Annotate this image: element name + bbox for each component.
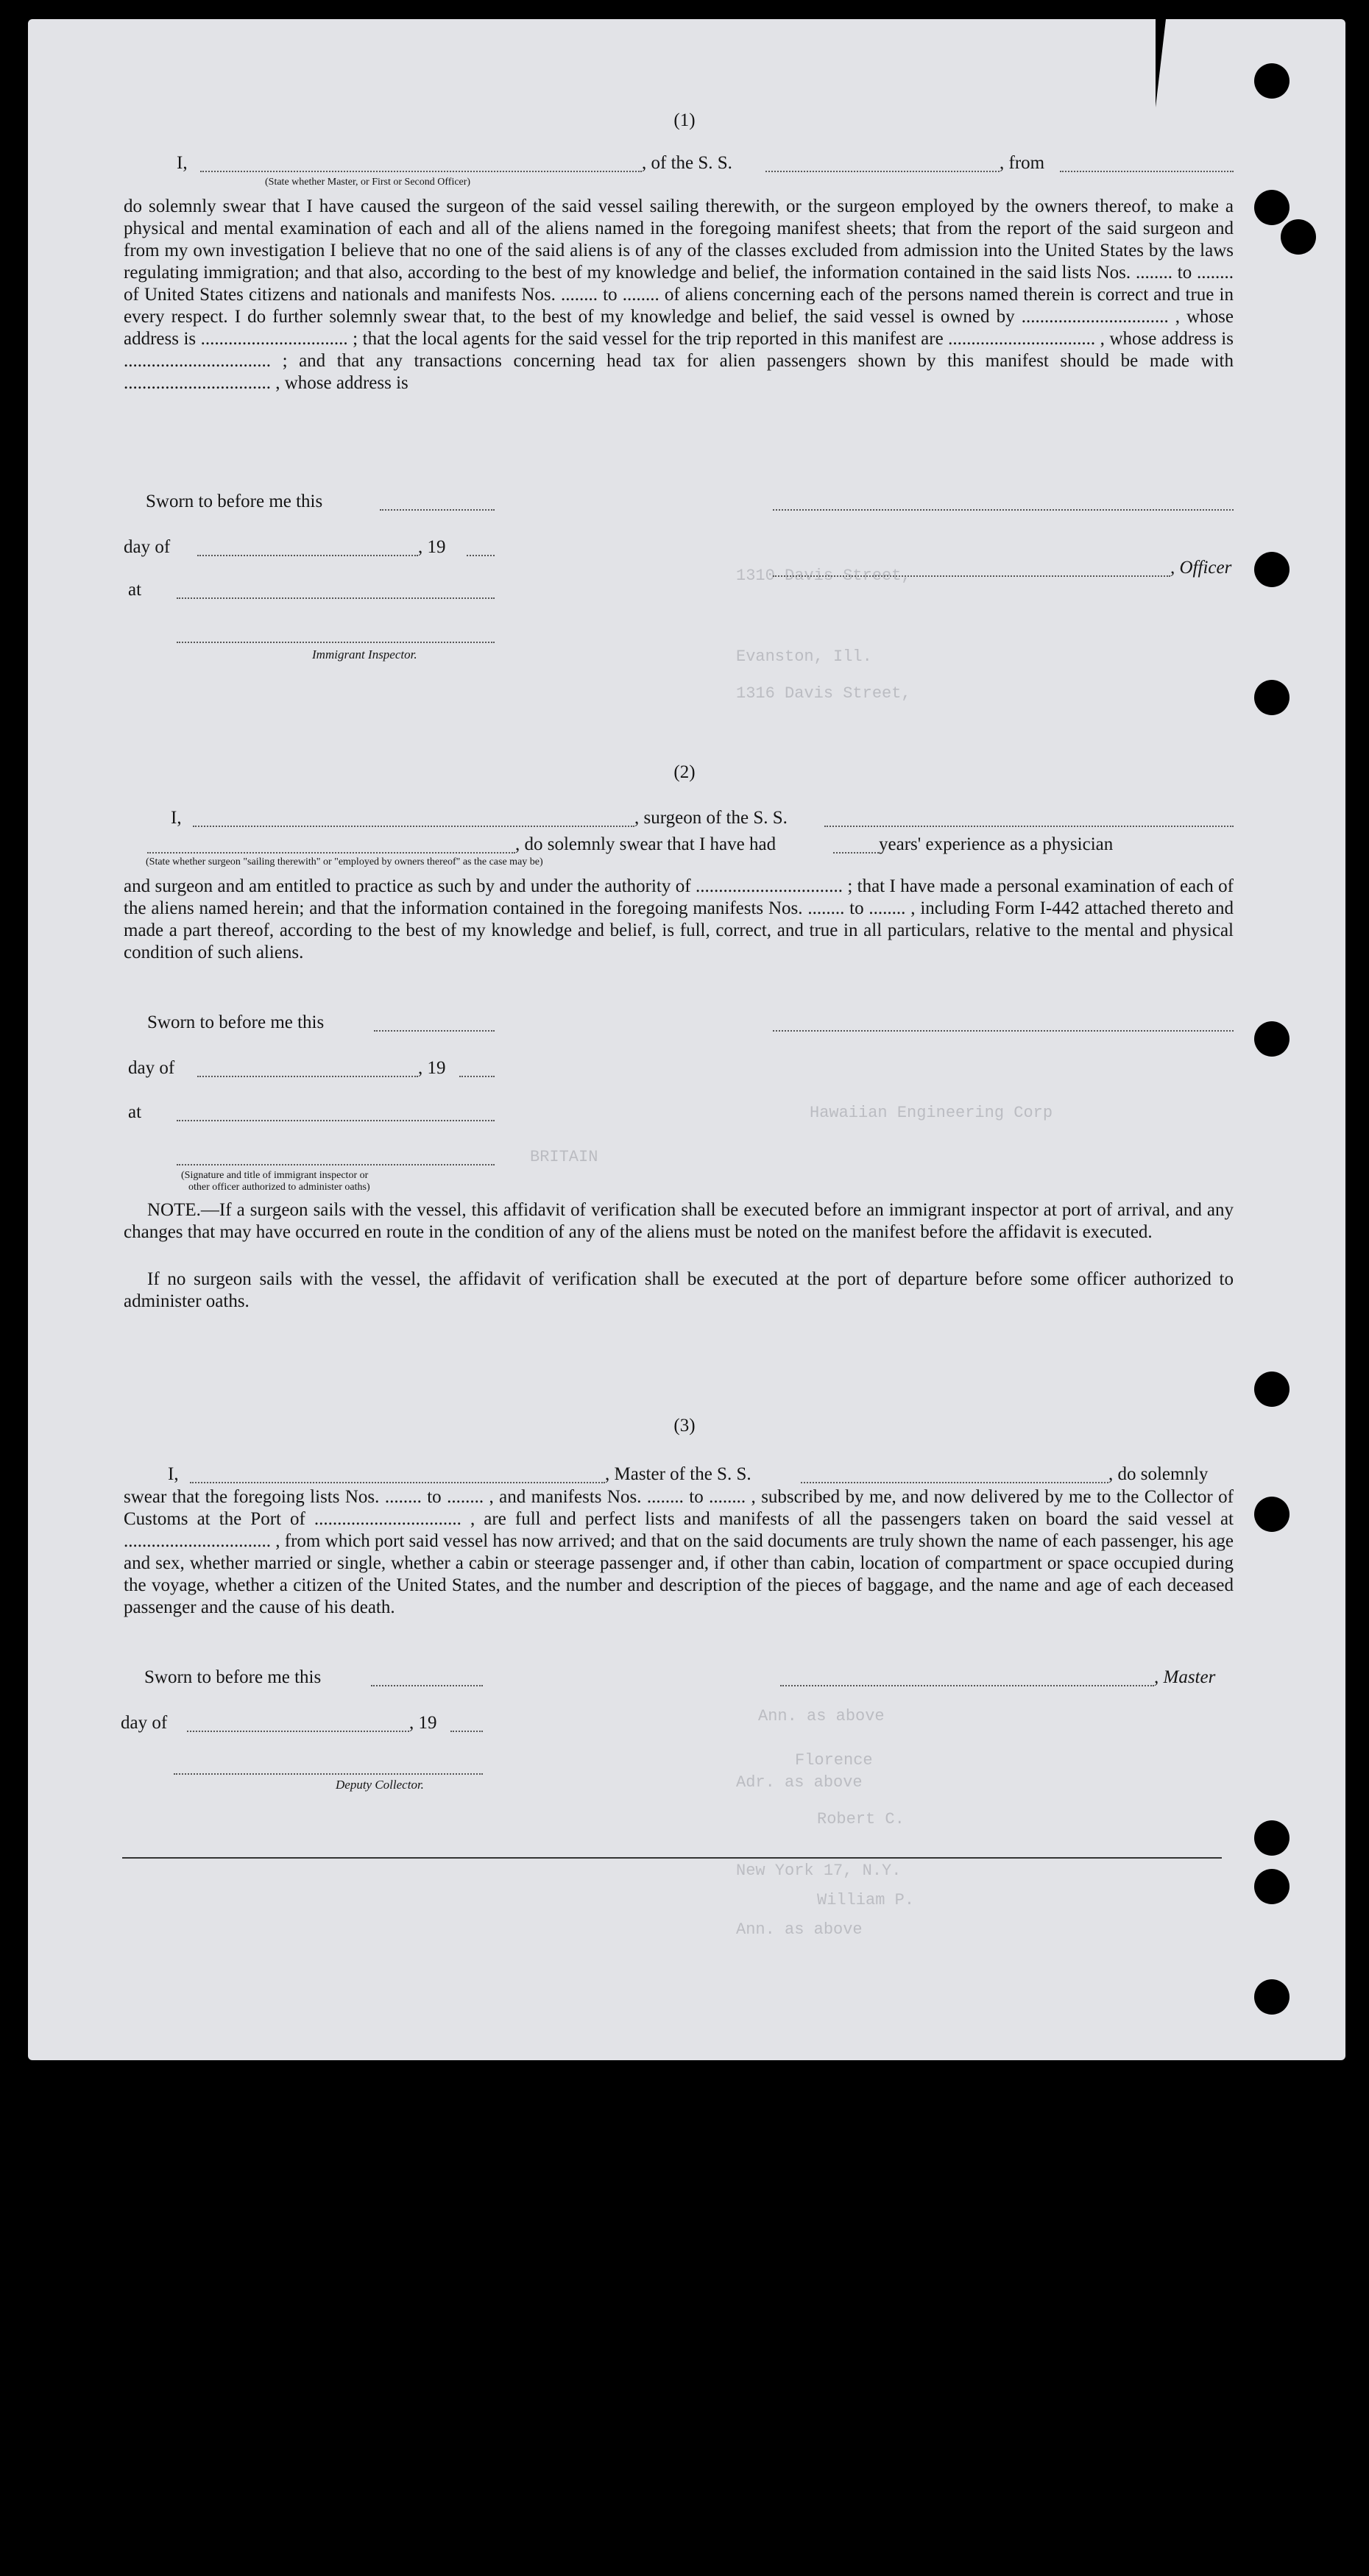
signature-note-1: (Signature and title of immigrant inspector or xyxy=(181,1170,369,1181)
section-2-number: (2) xyxy=(673,762,696,782)
punch-hole xyxy=(1254,680,1290,715)
at-label: at xyxy=(128,1102,142,1122)
punch-hole xyxy=(1281,219,1316,255)
surgeon-signature-line[interactable] xyxy=(773,1030,1234,1032)
punch-hole xyxy=(1254,63,1290,99)
sworn-label: Sworn to before me this xyxy=(144,1667,322,1687)
surgeon-swear-text: , do solemnly swear that I have had xyxy=(515,834,777,854)
punch-hole xyxy=(1254,1979,1290,2015)
section-2-oath-text: and surgeon and am entitled to practice as such by and under the authority of ................................ ; that I have made a personal examination of each of the aliens named herein; and that the information contained in the foregoing manifests Nos. ........ to ........ , including Form I-442 attached thereto and made a part thereof, according to the best of my knowledge and belief, is full, correct, and true in all particulars, relative to the mental and physical condition of such aliens. xyxy=(124,876,1234,962)
vessel-name-field[interactable] xyxy=(765,171,1000,172)
bleed-through-text: Ann. as above xyxy=(736,1920,863,1939)
surgeon-status-field[interactable] xyxy=(147,852,515,854)
day-of-label: day of xyxy=(128,1058,175,1078)
bleed-through-text: Hawaiian Engineering Corp xyxy=(810,1104,1053,1122)
year-label: , 19 xyxy=(409,1713,437,1733)
signature-note-2: other officer authorized to administer oaths) xyxy=(188,1182,370,1193)
torn-corner xyxy=(1156,19,1176,107)
sworn-date-field[interactable] xyxy=(374,1030,495,1032)
bleed-through-text: 1316 Davis Street, xyxy=(736,684,911,703)
years-field[interactable] xyxy=(833,852,879,854)
day-of-field[interactable] xyxy=(197,1076,418,1077)
departure-port-field[interactable] xyxy=(1060,171,1234,172)
do-solemnly-text: , do solemnly xyxy=(1108,1464,1209,1484)
master-vessel-field[interactable] xyxy=(801,1482,1108,1483)
section-1-i: I, xyxy=(177,153,188,173)
officer-signature-line-1[interactable] xyxy=(773,509,1234,511)
punch-hole xyxy=(1254,1021,1290,1057)
officer-signature-line-2[interactable] xyxy=(773,575,1170,577)
officer-label: , Officer xyxy=(1170,558,1232,578)
year-label: , 19 xyxy=(418,537,446,557)
master-note: (State whether Master, or First or Second Officer) xyxy=(265,177,471,188)
section-1-number: (1) xyxy=(673,110,696,130)
footer-rule xyxy=(122,1857,1222,1859)
section-1-from: , from xyxy=(1000,153,1045,173)
year-field[interactable] xyxy=(450,1731,483,1732)
bleed-through-text: Florence xyxy=(795,1751,873,1770)
section-2-i: I, xyxy=(171,808,182,828)
bleed-through-text: Adr. as above xyxy=(736,1773,863,1792)
at-field[interactable] xyxy=(177,597,495,599)
sworn-label: Sworn to before me this xyxy=(147,1012,325,1032)
collector-signature-field[interactable] xyxy=(174,1773,483,1775)
surgeon-vessel-field[interactable] xyxy=(824,826,1234,827)
punch-hole xyxy=(1254,1820,1290,1856)
section-1-oath-text: do solemnly swear that I have caused the surgeon of the said vessel sailing therewith, or the surgeon employed by the owners thereof, to make a physical and mental examination of each and all of the aliens named in the foregoing manifest sheets; that from the report of the said surgeon and from my own investigation I believe that no one of the said aliens is of any of the classes excluded from admission into the United States by the laws regulating immigration; and that also, according to the best of my knowledge and belief, the information contained in the said lists Nos. ........ to ........ of United States citizens and nationals and manifests Nos. ........ to ........ of aliens concerning each of the persons named therein is correct and true in every respect. I do further solemnly swear that, to the best of my knowledge and belief, the said vessel is owned by ................................ , whose address is ................................ ; that the local agents for the said vessel for the trip reported in this manifest are ................................ , whose address is ................................ ; and that any transactions concerning head tax for alien passengers shown by this manifest should be made with ................................ , whose address is xyxy=(124,196,1234,393)
section-3-number: (3) xyxy=(673,1416,696,1436)
section-1-of-ss: , of the S. S. xyxy=(642,153,732,173)
sworn-label: Sworn to before me this xyxy=(146,492,323,511)
bleed-through-text: Evanston, Ill. xyxy=(736,647,872,666)
bleed-through-text: BRITAIN xyxy=(530,1148,598,1166)
surgeon-note: (State whether surgeon "sailing therewith" or "employed by owners thereof" as the case may be) xyxy=(146,856,543,867)
master-name-field[interactable] xyxy=(190,1482,605,1483)
day-of-field[interactable] xyxy=(187,1731,409,1732)
year-field[interactable] xyxy=(467,555,495,556)
at-field[interactable] xyxy=(177,1120,495,1121)
day-of-field[interactable] xyxy=(197,555,418,556)
inspector-signature-field[interactable] xyxy=(177,1164,495,1165)
day-of-label: day of xyxy=(121,1713,168,1733)
master-name-field[interactable] xyxy=(200,171,642,172)
bleed-through-text: New York 17, N.Y. xyxy=(736,1862,902,1880)
punch-hole xyxy=(1254,1869,1290,1904)
inspector-signature-field[interactable] xyxy=(177,642,495,643)
year-label: , 19 xyxy=(418,1058,446,1078)
no-surgeon-note-text: If no surgeon sails with the vessel, the affidavit of verification shall be executed at the port of departure before some officer authorized to administer oaths. xyxy=(124,1269,1234,1311)
at-label: at xyxy=(128,580,142,600)
section-3-i: I, xyxy=(168,1464,179,1484)
sworn-date-field[interactable] xyxy=(371,1685,483,1686)
punch-hole xyxy=(1254,190,1290,225)
year-field[interactable] xyxy=(459,1076,495,1077)
punch-hole xyxy=(1254,552,1290,587)
collector-label: Deputy Collector. xyxy=(336,1778,424,1792)
bleed-through-text: Robert C. xyxy=(817,1810,905,1828)
master-signature-field[interactable] xyxy=(780,1685,1154,1686)
surgeon-name-field[interactable] xyxy=(193,826,634,827)
sworn-date-field[interactable] xyxy=(380,509,495,511)
bleed-through-text: Ann. as above xyxy=(758,1707,885,1725)
surgeon-note-text: NOTE.—If a surgeon sails with the vessel, this affidavit of verification shall be executed before an immigrant inspector at port of arrival, and any changes that may have occurred en route in the condition of any of the aliens must be noted on the manifest before the affidavit is executed. xyxy=(124,1200,1234,1242)
section-3-oath-text: swear that the foregoing lists Nos. ........ to ........ , and manifests Nos. ........ to ........ , subscribed by me, and now delivered by me to the Collector of Customs at the Port of ................................ , are full and perfect lists and manifests of all the passengers taken on board the said vessel at ................................ , from which port said vessel has now arrived; and that on the said documents are truly shown the name of each passenger, his age and sex, whether married or single, whether a cabin or steerage passenger and, if other than cabin, location of compartment or space occupied during the voyage, whether a citizen of the United States, and the number and description of the pieces of baggage, and the name and age of each deceased passenger and the cause of his death. xyxy=(124,1487,1234,1617)
punch-hole xyxy=(1254,1497,1290,1532)
inspector-label: Immigrant Inspector. xyxy=(312,647,417,661)
punch-hole xyxy=(1254,1372,1290,1407)
years-experience-text: years' experience as a physician xyxy=(879,834,1114,854)
day-of-label: day of xyxy=(124,537,171,557)
bleed-through-text: William P. xyxy=(817,1891,915,1909)
master-label: , Master xyxy=(1154,1667,1216,1687)
surgeon-of-ss: , surgeon of the S. S. xyxy=(634,808,788,828)
master-of-ss: , Master of the S. S. xyxy=(605,1464,751,1484)
bleed-through-text: 1310 Davis Street, xyxy=(736,567,911,585)
